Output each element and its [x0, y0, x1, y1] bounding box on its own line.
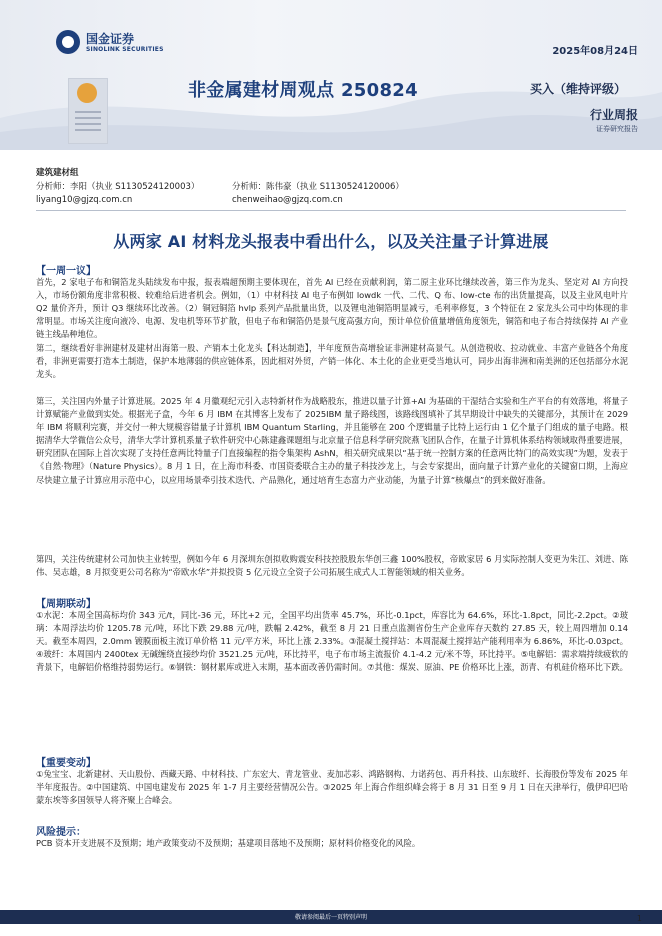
- report-subtype: 证券研究报告: [596, 125, 638, 133]
- divider: [36, 210, 626, 211]
- medal-icon: [77, 83, 97, 103]
- logo-icon: [56, 30, 80, 54]
- rating: 买入（维持评级）: [530, 82, 627, 96]
- analyst-1-email[interactable]: liyang10@gjzq.com.cn: [36, 195, 133, 205]
- cover-thumbnail: [68, 78, 108, 144]
- section-heading-weekly: 【一周一议】: [36, 266, 96, 277]
- headline: 从两家 AI 材料龙头报表中看出什么，以及关注量子计算进展: [113, 232, 549, 251]
- logo-name: 国金证券: [86, 32, 135, 46]
- footer-disclaimer[interactable]: 敬请参阅最后一页特别声明: [294, 914, 367, 921]
- section-heading-risk: 风险提示：: [36, 827, 86, 838]
- paragraph: 首先，2 家电子布和铜箔龙头陆续发布中报，报表端超预期主要体现在，首先 AI 已经在贡献利润，第二原主业环比继续改善，第三作为龙头、坚定对 AI 方向投入，市场份额角度非常积极、较难给后进者机会。例如，（1）中材科技 AI 电子布例如 lowdk 一代、二代、Q 布、low-cte 布的出货量提高，以及主业风电叶片 Q2 量价齐升，预计 Q3 继续环比改善。（2）铜冠铜箔 hvlp 系列产品批量出货，以及锂电池铜箔明显减亏，毛利率修复，3 个特征在 2 家龙头公司中均体现的非常明显。市场关注度向液冷、电源、发电机等环节扩散，但电子布和铜箔仍是景气度高强方向，预计单位价值量增值角度领先，铜箔和电子布合持续保持 AI 产业链主线品种地位。: [36, 277, 628, 340]
- analyst-group: 建筑建材组: [36, 168, 79, 178]
- report-date: 2025年08月24日: [552, 46, 638, 57]
- analyst-2-email[interactable]: chenweihao@gjzq.com.cn: [232, 195, 343, 205]
- paragraph: ①水泥：本周全国高标均价 343 元/t，同比-36 元，环比+2 元，全国平均出货率 45.7%，环比-0.1pct，库容比为 64.6%，环比-1.8pct，同比-2.2pct。②玻璃：本周浮法均价 1205.78 元/吨，环比下跌 29.88 元/吨，跌幅 2.42%，截至 8 月 21 日重点监测省份生产企业库存天数约 27.85 天，较上周四增加 0.14 天。截至本周四，2.0mm 镀膜面板主流订单价格 11 元/平方米，环比上涨 2.33%。③混凝土搅拌站：本周混凝土搅拌站产能利用率为 6.86%，环比-0.03pct。④玻纤：本周国内 2400tex 无碱缠绕直接纱均价 3521.25 元/吨，环比持平，电子布市场主流报价 4.1-4.2 元/米不等，环比持平。⑤电解铝：需求端持续疲软的背景下，电解铝价格维持弱势运行。⑥钢铁：钢材累库或进入末期，基本面改善仍需时间。⑦其他：煤炭、原油、PE 价格环比上涨，沥青、有机硅价格环比下跌。: [36, 610, 628, 673]
- cover-line: [75, 111, 101, 113]
- cover-line: [75, 123, 101, 125]
- cover-line: [75, 129, 101, 131]
- section-heading-changes: 【重要变动】: [36, 758, 96, 769]
- paragraph: PCB 资本开支进展不及预期；地产政策变动不及预期；基建项目落地不及预期；原材料价格变化的风险。: [36, 838, 421, 848]
- paragraph: 第二，继续看好非洲建材及建材出海第一股、产销本土化龙头【科达制造】，半年度预告高增验证非洲建材高景气。从创造税收、拉动就业、丰富产业链各个角度看，非洲更需要打造本土制造，保护本地薄弱的供应链体系，因此相对外贸，产销一体化、本土化的企业更受当地认可，同步出海非洲和南美洲的还包括部分水泥龙头。: [36, 343, 628, 380]
- analyst-2-name: 分析师：陈伟豪（执业 S1130524120006）: [232, 182, 404, 192]
- section-heading-cycle: 【周期联动】: [36, 599, 96, 610]
- cover-line: [75, 117, 101, 119]
- paragraph: ①兔宝宝、北新建材、天山股份、西藏天路、中材科技、广东宏大、青龙管业、麦加芯彩、鸿路钢构、力诺药包、再升科技、山东玻纤、长海股份等发布 2025 年半年度报告。②中国建筑、中国电建发布 2025 年 1-7 月主要经营情况公告。③2025 年上海合作组织峰会将于 8 月 31 日至 9 月 1 日在天津举行，俄伊印巴哈蒙东埃等多国领导人将齐聚上合峰会。: [36, 769, 628, 806]
- report-title: 非金属建材周观点 250824: [188, 80, 418, 101]
- paragraph: 第三，关注国内外量子计算进展。2025 年 4 月徽观纪元引入志特新材作为战略股东，推进以量子计算+AI 为基础的干湿结合实验和生产平台的有效落地，将量子计算赋能产业做到实处。根据光子盒，今年 6 月 IBM 在其博客上发布了 2025IBM 量子路线图，该路线图填补了其早期设计中缺失的关键部分，其预计在 2029 年 IBM 将顺利完赛，并交付一种大规模容错量子计算机 IBM Quantum Starling，并且能够在 200 个逻辑量子比特上运行由 1 亿个量子门组成的量子电路。根据清华大学微信公众号，清华大学计算机系量子软件研究中心陈建鑫课题组与北京量子信息科学研究院燕飞团队合作，在量子计算机体系结构领域取得重要进展，研究团队在国际上首次实现了支持任意两比特量子门直接编程的指令集架构 AshN，相关研究成果以“基于统一控制方案的任意两比特门的高效实现”为题，发表于《自然·物理》（Nature Physics）。8 月 1 日，在上海市科委、市国资委联合主办的量子科技沙龙上，与会专家提出，面向量子计算产业化的关键窗口期，上海应尽快建立量子计算应用示范中心，以应用场景牵引技术迭代、产品熟化，通过培育生态富力产业动能，为量子计算“核爆点”的到来做好准备。: [36, 396, 628, 485]
- analyst-1-name: 分析师：李阳（执业 S1130524120003）: [36, 182, 200, 192]
- paragraph: 第四，关注传统建材公司加快主业转型，例如今年 6 月深圳东创拟收购震安科技控股股东华创三鑫 100%股权，帝欧家居 6 月实际控制人变更为朱江、刘进、陈伟、吴志雄，8 月拟变更公司名称为“帝欧水华”并拟投资 5 亿元设立全资子公司拓展生成式人工智能领域的相关业务。: [36, 554, 628, 578]
- logo-english-name: SINOLINK SECURITIES: [86, 46, 164, 53]
- company-logo: [56, 28, 176, 62]
- report-type: 行业周报: [589, 108, 638, 122]
- page-number: 1: [636, 914, 642, 923]
